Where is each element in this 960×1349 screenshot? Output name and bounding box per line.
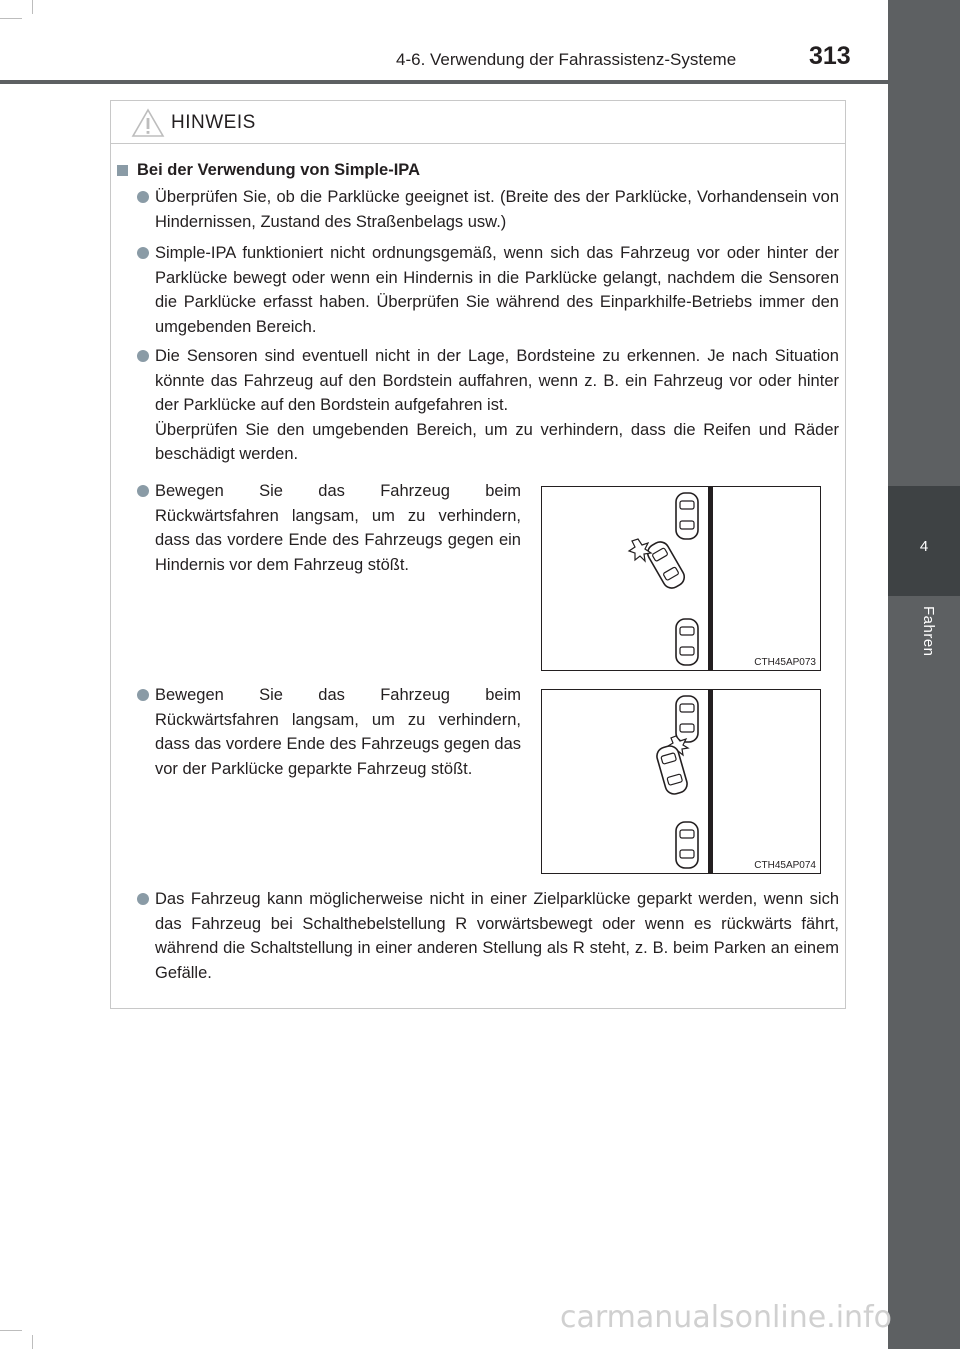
bullet-icon bbox=[137, 485, 149, 497]
watermark: carmanualsonline.info bbox=[560, 1300, 892, 1335]
illustration-parked-car bbox=[541, 689, 821, 874]
figure-code: CTH45AP074 bbox=[754, 860, 816, 871]
header-rule bbox=[0, 80, 960, 84]
bullet-icon bbox=[137, 689, 149, 701]
maneuvering-car-icon bbox=[655, 744, 689, 796]
bullet-icon bbox=[137, 191, 149, 203]
notice-title: HINWEIS bbox=[171, 112, 256, 133]
list-item bbox=[155, 185, 839, 234]
list-item bbox=[155, 344, 839, 467]
section-title: 4-6. Verwendung der Fahrassistenz-Systeme bbox=[396, 50, 737, 69]
list-item bbox=[155, 887, 839, 985]
crop-mark bbox=[0, 18, 22, 19]
list-item-text: Bewegen Sie das Fahrzeug beim Rückwärtsfahren langsam, um zu verhindern, dass das vordere Ende des Fahrzeugs gegen ein Hindernis vor dem Fahrzeug stößt. bbox=[155, 482, 521, 574]
list-item bbox=[155, 241, 839, 339]
illustration-obstacle bbox=[541, 486, 821, 671]
parked-car-rear-icon bbox=[676, 619, 698, 665]
parking-collision-illustration bbox=[542, 690, 820, 873]
notice-header bbox=[111, 101, 845, 144]
section-heading bbox=[117, 161, 420, 180]
bullet-icon bbox=[137, 350, 149, 362]
list-item-text: Bewegen Sie das Fahrzeug beim Rückwärtsfahren langsam, um zu verhindern, dass das vordere Ende des Fahrzeugs gegen das vor der Parklücke geparkte Fahrzeug stößt. bbox=[155, 686, 521, 778]
list-item-text: Überprüfen Sie, ob die Parklücke geeignet ist. (Breite des der Parklücke, Vorhandensein von Hindernissen, Zustand des Straßenbelags usw.) bbox=[155, 188, 839, 231]
parking-obstacle-illustration bbox=[542, 487, 820, 670]
list-item-text-continued: Überprüfen Sie den umgebenden Bereich, um zu verhindern, dass die Reifen und Räder beschädigt werden. bbox=[155, 420, 839, 463]
crop-mark bbox=[32, 1335, 33, 1349]
crop-mark bbox=[0, 1330, 22, 1331]
bullet-icon bbox=[137, 247, 149, 259]
list-item-text: Die Sensoren sind eventuell nicht in der Lage, Bordsteine zu erkennen. Je nach Situation könnte das Fahrzeug auf den Bordstein auffahren, wenn z. B. ein Fahrzeug vor oder hinter der Parklücke auf den Bordstein aufgefahren ist. bbox=[155, 347, 839, 414]
bullet-icon bbox=[137, 893, 149, 905]
chapter-tab-strip bbox=[888, 0, 960, 1349]
chapter-number: 4 bbox=[919, 538, 929, 555]
parked-car-rear-icon bbox=[676, 822, 698, 868]
chapter-label: Fahren bbox=[920, 606, 937, 657]
list-item-text: Simple-IPA funktioniert nicht ordnungsgemäß, wenn sich das Fahrzeug vor oder hinter der Parklücke bewegt oder wenn ein Hindernis in die Parklücke gelangt, nachdem die Sensoren die Parklücke erfasst haben. Überprüfen Sie während des Einparkhilfe-Betriebs immer den umgebenden Bereich. bbox=[155, 244, 839, 336]
parked-car-front-icon bbox=[676, 493, 698, 539]
parked-car-front-icon bbox=[676, 696, 698, 742]
notice-box bbox=[110, 100, 846, 1009]
figure-code: CTH45AP073 bbox=[754, 657, 816, 668]
square-bullet-icon bbox=[117, 165, 128, 176]
list-item bbox=[155, 683, 521, 781]
warning-triangle-icon bbox=[131, 108, 165, 138]
list-item-text: Das Fahrzeug kann möglicherweise nicht in einer Zielparklücke geparkt werden, wenn sich das Fahrzeug bei Schalthebelstellung R vorwärtsbewegt oder wenn es rückwärts fährt, während die Schaltstellung in einer anderen Stellung als R steht, z. B. beim Parken an einem Gefälle. bbox=[155, 890, 839, 982]
crop-mark bbox=[32, 0, 33, 14]
page-number: 313 bbox=[809, 42, 851, 70]
list-item bbox=[155, 479, 521, 577]
maneuvering-car-icon bbox=[644, 539, 687, 592]
section-heading-text: Bei der Verwendung von Simple-IPA bbox=[137, 161, 420, 179]
